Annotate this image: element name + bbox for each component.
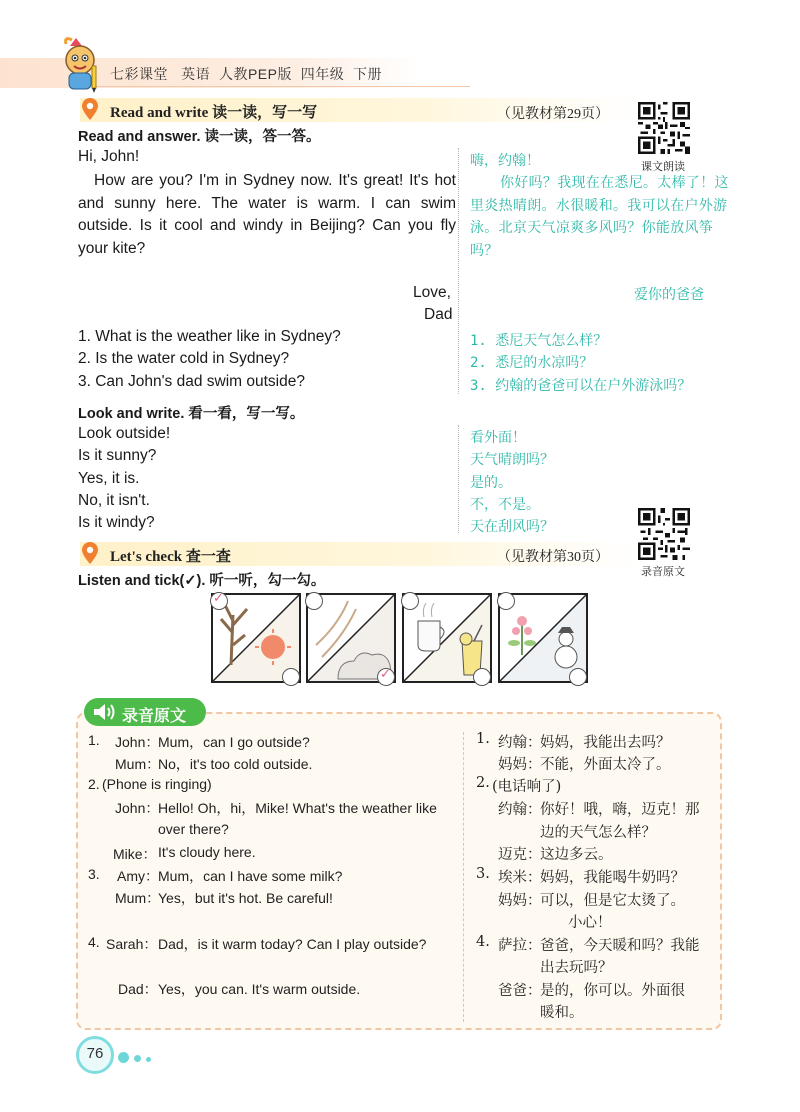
tick-circle-7[interactable]: [497, 592, 515, 610]
t-en-line: No，it's too cold outside.: [158, 756, 313, 772]
header-grade: 四年级: [300, 66, 345, 82]
letter-signoff-love: Love,: [413, 284, 451, 301]
t-cn-line: 暖和。: [540, 1005, 584, 1021]
t-en-line: Mum，can I go outside?: [158, 734, 310, 750]
header-volume: 下册: [353, 66, 383, 82]
read-write-ref: （见教材第29页）: [497, 107, 609, 122]
cn-look-line-3: 是的。: [470, 475, 512, 491]
t-cn-stage: (电话响了): [492, 779, 562, 795]
cn-greeting: 嗨，约翰！: [470, 153, 540, 169]
decor-dot: [146, 1057, 151, 1062]
look-line-1: Look outside!: [78, 425, 171, 442]
tick-circle-8[interactable]: [569, 668, 587, 686]
t-cn-speaker: 爸爸：: [498, 983, 542, 999]
cn-look-line-1: 看外面！: [470, 430, 526, 446]
t-cn-line: 不能，外面太冷了。: [540, 757, 671, 773]
t-cn-line: 你好！哦，嗨，迈克！那: [540, 802, 700, 818]
column-divider: [458, 425, 459, 533]
checkmark-icon: ✓: [380, 666, 391, 681]
t-cn-line: 爸爸，今天暖和吗？我能: [540, 938, 700, 954]
t-en-num-3: 3.: [88, 866, 100, 882]
t-cn-speaker: 约翰：: [498, 735, 542, 751]
t-cn-speaker: 埃米：: [498, 870, 542, 886]
look-write-subtitle: Look and write. 看一看，写一写。: [78, 406, 305, 422]
look-line-4: No, it isn't.: [78, 492, 150, 509]
t-en-num-4: 4.: [88, 934, 100, 950]
checkmark-icon: ✓: [213, 590, 224, 605]
read-write-title: Read and write 读一读，写一写: [110, 105, 318, 121]
t-en-num-1: 1.: [88, 732, 100, 748]
tick-circle-1[interactable]: [210, 592, 228, 610]
header-edition: 人教PEP版: [218, 66, 292, 82]
t-en-line: Yes，but it's hot. Be careful!: [158, 890, 333, 906]
qr-code-icon[interactable]: [638, 508, 690, 560]
t-en-speaker: Sarah：: [106, 936, 158, 952]
book-header: [110, 64, 382, 84]
cn-look-line-5: 天在刮风吗？: [470, 519, 554, 535]
letter-greeting: Hi, John!: [78, 148, 140, 165]
tick-circle-3[interactable]: [305, 592, 323, 610]
header-rule: [90, 86, 470, 87]
t-en-stage: (Phone is ringing): [102, 776, 212, 792]
t-cn-line: 妈妈，我能喝牛奶吗？: [540, 870, 685, 886]
t-en-line: Dad，is it warm today? Can I play outside?: [158, 936, 427, 952]
look-line-2: Is it sunny?: [78, 447, 157, 464]
cn-question-3: 3. 约翰的爸爸可以在户外游泳吗？: [470, 378, 692, 394]
tick-circle-6[interactable]: [473, 668, 491, 686]
t-en-speaker: Dad：: [118, 981, 158, 997]
cn-look-line-2: 天气晴朗吗？: [470, 452, 554, 468]
tick-circle-5[interactable]: [401, 592, 419, 610]
t-en-speaker: Mike：: [113, 846, 157, 862]
listen-tick-subtitle: Listen and tick(✓). 听一听，勾一勾。: [78, 573, 326, 589]
t-en-line: Yes，you can. It's warm outside.: [158, 981, 361, 997]
t-cn-line: 出去玩吗？: [540, 960, 613, 976]
decor-dot: [118, 1052, 129, 1063]
t-cn-num-2: 2.: [476, 775, 490, 791]
speaker-icon: [92, 703, 118, 726]
location-pin-icon: [82, 542, 98, 564]
page-number: 76: [86, 1045, 104, 1062]
cn-signoff: 爱你的爸爸: [634, 287, 704, 303]
t-en-speaker: Amy：: [117, 868, 159, 884]
t-en-line: Hello! Oh，hi，Mike! What's the weather like: [158, 800, 437, 816]
read-answer-subtitle: Read and answer. 读一读，答一答。: [78, 129, 321, 145]
cn-letter-body: 你好吗？我现在在悉尼。太棒了！这里炎热晴朗。水很暖和。我可以在户外游泳。北京天气凉爽多风吗？你能放风筝吗？: [470, 175, 729, 259]
cn-question-1: 1. 悉尼天气怎么样？: [470, 333, 608, 349]
t-en-speaker: Mum：: [115, 890, 161, 906]
t-cn-speaker: 约翰：: [498, 802, 542, 818]
question-1: 1. What is the weather like in Sydney?: [78, 328, 341, 345]
t-cn-line: 是的，你可以。外面很: [540, 983, 685, 999]
cn-look-line-4: 不，不是。: [470, 497, 540, 513]
t-en-line: over there?: [158, 821, 229, 837]
location-pin-icon: [82, 98, 98, 120]
qr-caption-check: 录音原文: [641, 566, 685, 578]
t-cn-speaker: 迈克：: [498, 847, 542, 863]
cn-question-2: 2. 悉尼的水凉吗？: [470, 355, 594, 371]
column-divider: [458, 148, 459, 394]
lets-check-title: Let's check 查一查: [110, 549, 231, 565]
t-cn-line: 妈妈，我能出去吗？: [540, 735, 671, 751]
t-cn-num-1: 1.: [476, 731, 490, 747]
t-cn-speaker: 萨拉：: [498, 938, 542, 954]
qr-code-icon[interactable]: [638, 102, 690, 154]
t-cn-num-4: 4.: [476, 934, 490, 950]
t-cn-line: 这边多云。: [540, 847, 613, 863]
header-subject: 英语: [181, 66, 211, 82]
t-en-line: It's cloudy here.: [158, 844, 256, 860]
t-cn-line: 可以，但是它太烫了。: [540, 893, 685, 909]
tick-circle-4[interactable]: [377, 668, 395, 686]
look-line-3: Yes, it is.: [78, 470, 140, 487]
mascot-icon: [56, 36, 106, 94]
look-line-5: Is it windy?: [78, 514, 155, 531]
lets-check-ref: （见教材第30页）: [497, 550, 609, 565]
t-en-speaker: John：: [115, 800, 160, 816]
t-en-speaker: John：: [115, 734, 160, 750]
t-en-speaker: Mum：: [115, 756, 161, 772]
transcript-divider: [463, 732, 464, 1022]
question-3: 3. Can John's dad swim outside?: [78, 373, 305, 390]
header-series: 七彩课堂: [110, 66, 168, 82]
qr-caption-read: 课文朗读: [641, 161, 685, 173]
t-cn-line: 小心！: [568, 915, 612, 931]
t-cn-speaker: 妈妈：: [498, 893, 542, 909]
letter-body: How are you? I'm in Sydney now. It's great! It's hot and sunny here. The water is warm. I can swim outside. Is it cool and windy in Beijing? Can you fly your kite?: [78, 172, 456, 257]
transcript-badge-label: 录音原文: [122, 708, 187, 725]
t-en-line: Mum，can I have some milk?: [158, 868, 343, 884]
t-cn-speaker: 妈妈：: [498, 757, 542, 773]
t-en-num-2: 2.: [88, 776, 100, 792]
t-cn-line: 边的天气怎么样？: [540, 825, 656, 841]
question-2: 2. Is the water cold in Sydney?: [78, 350, 290, 367]
decor-dot: [134, 1055, 141, 1062]
tick-circle-2[interactable]: [282, 668, 300, 686]
letter-signoff-dad: Dad: [424, 306, 453, 323]
t-cn-num-3: 3.: [476, 866, 490, 882]
